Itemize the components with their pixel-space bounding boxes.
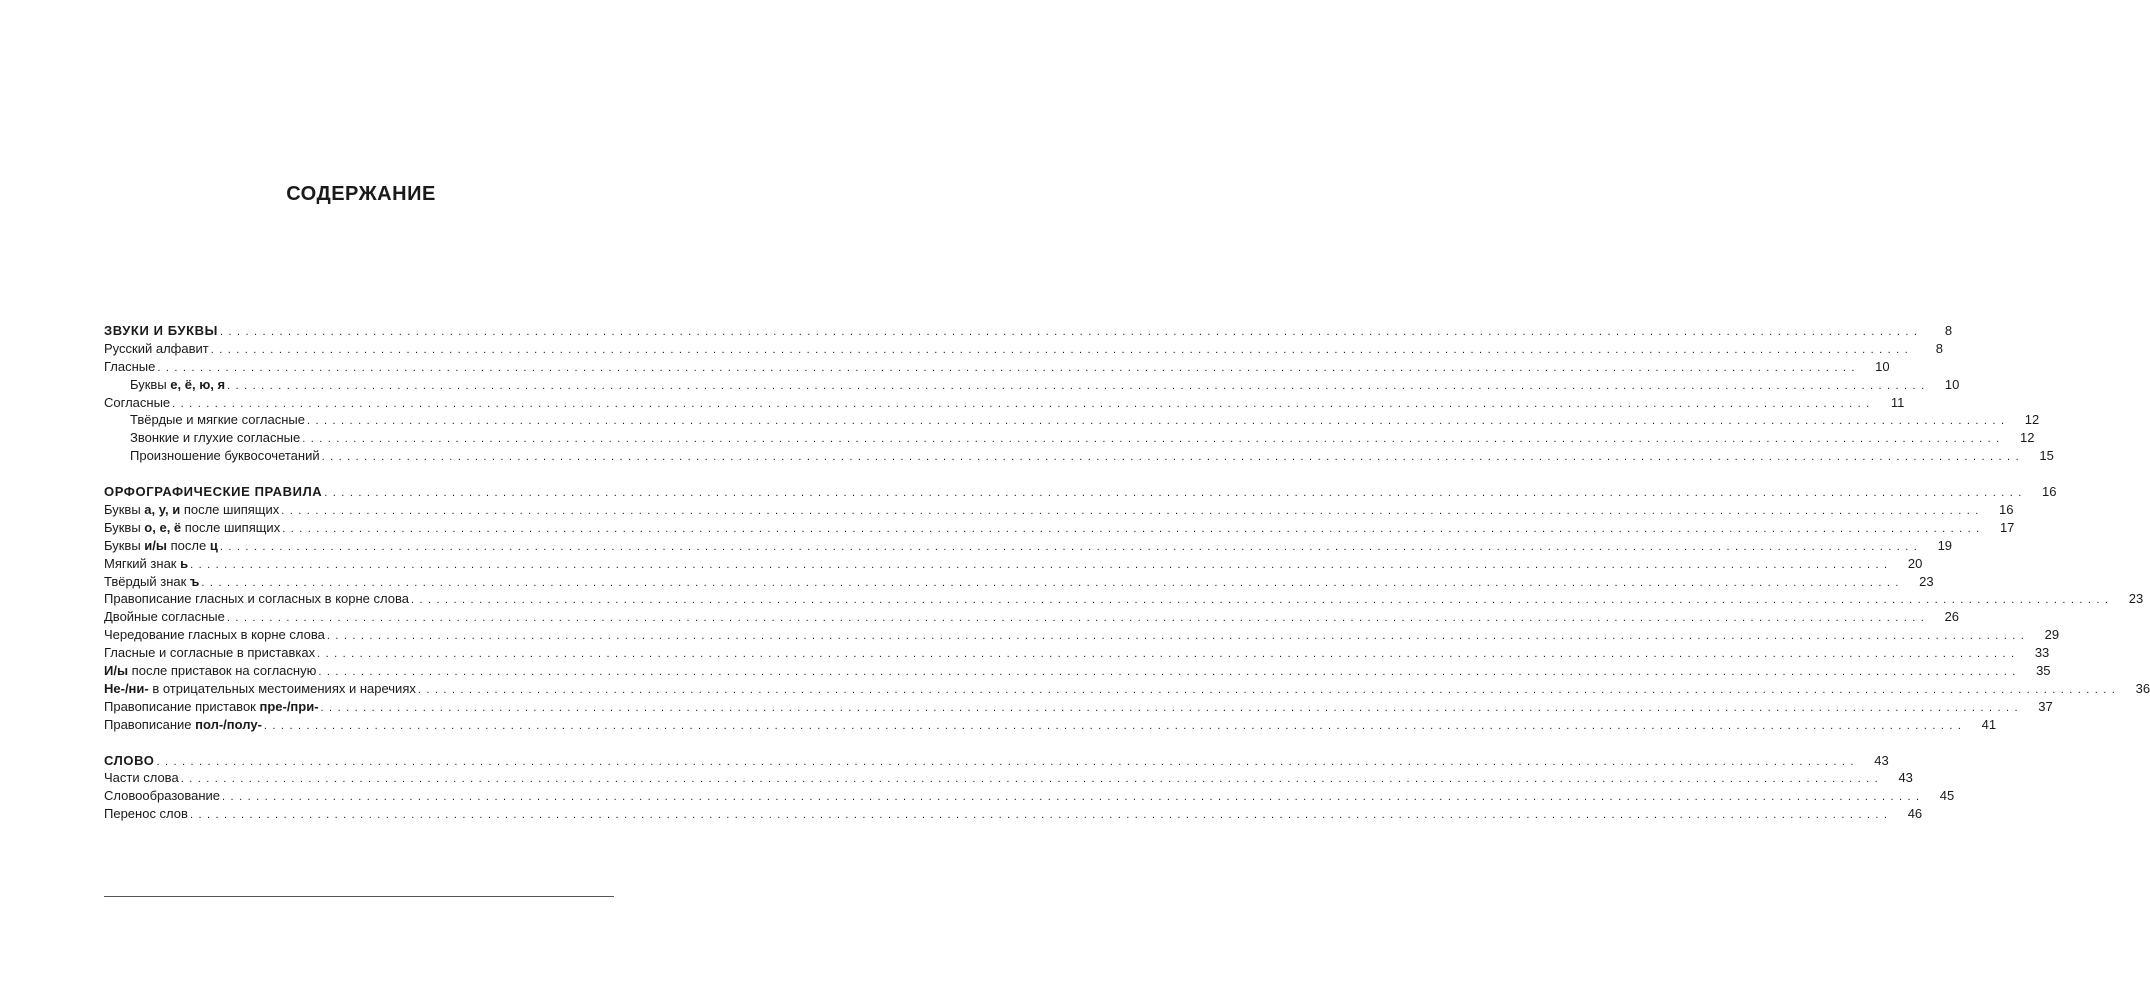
toc-entry-text: Буквы xyxy=(104,537,145,553)
toc-entry-text: Правописание xyxy=(104,716,196,732)
toc-entry-emphasis: е, ё, ю, я xyxy=(170,376,226,392)
toc-page-number: 20 xyxy=(1907,555,1923,571)
toc-entry-text: после приставок на согласную xyxy=(128,663,317,679)
dot-leader: . . . . . . . . . . . . . . . . . . . . . . . . . . . . . . . . . . . . . . . . . . . . . . . . . . . . . . . . . . . . . . . . . . . . . . . . . . . . . . . . . . . . . . . . . . . . . . . . . . . . . . . . . . . . . . . . . . . . . . . . . . . . . . . . . . . . . . . . . . . . . . . . . . . . . . . . . . . . . . . . . . . . . . . . . . . . . . . . . . . . . . . . . . . . . . . . . . . . . . . . xyxy=(172,397,1871,410)
toc-page-number: 19 xyxy=(1937,537,1953,553)
toc-page-number: 10 xyxy=(1944,376,1960,392)
toc-entry[interactable] xyxy=(104,501,2014,519)
toc-page-number: 16 xyxy=(1999,502,2014,518)
toc-entry-text: после шипящих xyxy=(180,502,280,518)
toc-entry-text: Мягкий знак xyxy=(104,555,181,571)
dot-leader: . . . . . . . . . . . . . . . . . . . . . . . . . . . . . . . . . . . . . . . . . . . . . . . . . . . . . . . . . . . . . . . . . . . . . . . . . . . . . . . . . . . . . . . . . . . . . . . . . . . . . . . . . . . . . . . . . . . . . . . . . . . . . . . . . . . . . . . . . . . . . . . . . . . . . . . . . . . . . . . . . . . . . . . . . . . . . . . . . . . . . . . . . . . . . . . . . . . . . . . . xyxy=(417,683,2117,696)
toc-entry-label xyxy=(104,680,418,698)
toc-entry-text: Буквы xyxy=(104,519,145,535)
toc-entry-label xyxy=(104,769,181,787)
toc-entry-text: Буквы xyxy=(130,376,171,392)
toc-page-number: 12 xyxy=(2019,430,2035,446)
toc-entry-emphasis: СЛОВО xyxy=(104,752,155,768)
dot-leader: . . . . . . . . . . . . . . . . . . . . . . . . . . . . . . . . . . . . . . . . . . . . . . . . . . . . . . . . . . . . . . . . . . . . . . . . . . . . . . . . . . . . . . . . . . . . . . . . . . . . . . . . . . . . . . . . . . . . . . . . . . . . . . . . . . . . . . . . . . . . . . . . . . . . . . . . . . . . . . . . . . . . . . . . . . . . . . . . . . . . . . . . . . . . . . . . . . . . . . . . xyxy=(222,791,1921,804)
toc-entry-text: Буквы xyxy=(104,502,145,518)
toc-entry-label xyxy=(104,358,157,376)
dot-leader: . . . . . . . . . . . . . . . . . . . . . . . . . . . . . . . . . . . . . . . . . . . . . . . . . . . . . . . . . . . . . . . . . . . . . . . . . . . . . . . . . . . . . . . . . . . . . . . . . . . . . . . . . . . . . . . . . . . . . . . . . . . . . . . . . . . . . . . . . . . . . . . . . . . . . . . . . . . . . . . . . . . . . . . . . . . . . . . . . . . . . . . . . . . . . . . . . . . . . . . . xyxy=(227,379,1926,392)
toc-entry-label xyxy=(104,805,190,823)
toc-entry-text: после шипящих xyxy=(181,519,281,535)
toc-page-number: 36 xyxy=(2135,680,2150,696)
toc-entry-emphasis: о, е, ё xyxy=(144,519,182,535)
toc-entry-emphasis: ъ xyxy=(189,573,200,589)
toc-page-number: 43 xyxy=(1874,752,1889,768)
dot-leader: . . . . . . . . . . . . . . . . . . . . . . . . . . . . . . . . . . . . . . . . . . . . . . . . . . . . . . . . . . . . . . . . . . . . . . . . . . . . . . . . . . . . . . . . . . . . . . . . . . . . . . . . . . . . . . . . . . . . . . . . . . . . . . . . . . . . . . . . . . . . . . . . . . . . . . . . . . . . . . . . . . . . . . . . . . . . . . . . . . . . . . . . . . . . . . . . . . . . . . . . xyxy=(210,343,1909,356)
toc-page-number: 16 xyxy=(2042,484,2057,500)
toc-entry-label xyxy=(104,573,201,591)
table-of-contents xyxy=(104,322,2150,823)
toc-entry-emphasis: и/ы xyxy=(144,537,168,553)
toc-entry-text: в отрицательных местоимениях и наречиях xyxy=(148,680,416,696)
toc-entry[interactable] xyxy=(104,805,1923,823)
dot-leader: . . . . . . . . . . . . . . . . . . . . . . . . . . . . . . . . . . . . . . . . . . . . . . . . . . . . . . . . . . . . . . . . . . . . . . . . . . . . . . . . . . . . . . . . . . . . . . . . . . . . . . . . . . . . . . . . . . . . . . . . . . . . . . . . . . . . . . . . . . . . . . . . . . . . . . . . . . . . . . . . . . . . . . . . . . . . . . . . . . . . . . . . . . . . . . . . . . . . . . . . xyxy=(263,719,1963,732)
toc-entry-emphasis: пол-/полу- xyxy=(195,716,262,732)
dot-leader: . . . . . . . . . . . . . . . . . . . . . . . . . . . . . . . . . . . . . . . . . . . . . . . . . . . . . . . . . . . . . . . . . . . . . . . . . . . . . . . . . . . . . . . . . . . . . . . . . . . . . . . . . . . . . . . . . . . . . . . . . . . . . . . . . . . . . . . . . . . . . . . . . . . . . . . . . . . . . . . . . . . . . . . . . . . . . . . . . . . . . . . . . . . . . . . . . . . . . . . . xyxy=(281,505,1980,518)
toc-entry-label xyxy=(104,608,227,626)
toc-page-number: 46 xyxy=(1907,806,1923,822)
toc-entry[interactable] xyxy=(104,340,1943,358)
toc-entry-emphasis: ОРФОГРАФИЧЕСКИЕ ПРАВИЛА xyxy=(104,484,323,500)
toc-entry-label xyxy=(104,483,324,501)
toc-entry-label xyxy=(104,411,307,429)
dot-leader: . . . . . . . . . . . . . . . . . . . . . . . . . . . . . . . . . . . . . . . . . . . . . . . . . . . . . . . . . . . . . . . . . . . . . . . . . . . . . . . . . . . . . . . . . . . . . . . . . . . . . . . . . . . . . . . . . . . . . . . . . . . . . . . . . . . . . . . . . . . . . . . . . . . . . . . . . . . . . . . . . . . . . . . . . . . . . . . . . . . . . . . . . . . . . . . . . . . . . . . . xyxy=(156,755,1855,768)
dot-leader: . . . . . . . . . . . . . . . . . . . . . . . . . . . . . . . . . . . . . . . . . . . . . . . . . . . . . . . . . . . . . . . . . . . . . . . . . . . . . . . . . . . . . . . . . . . . . . . . . . . . . . . . . . . . . . . . . . . . . . . . . . . . . . . . . . . . . . . . . . . . . . . . . . . . . . . . . . . . . . . . . . . . . . . . . . . . . . . . . . . . . . . . . . . . . . . . . . . . . . . . xyxy=(320,701,2019,714)
toc-entry-emphasis: а, у, и xyxy=(144,502,181,518)
toc-page-number: 45 xyxy=(1939,788,1955,804)
toc-section-heading[interactable] xyxy=(104,322,1953,340)
toc-entry[interactable] xyxy=(104,555,1923,573)
toc-entry-text: Правописание гласных и согласных в корне слова xyxy=(104,591,409,607)
toc-entry-text: Произношение буквосочетаний xyxy=(130,448,320,464)
dot-leader: . . . . . . . . . . . . . . . . . . . . . . . . . . . . . . . . . . . . . . . . . . . . . . . . . . . . . . . . . . . . . . . . . . . . . . . . . . . . . . . . . . . . . . . . . . . . . . . . . . . . . . . . . . . . . . . . . . . . . . . . . . . . . . . . . . . . . . . . . . . . . . . . . . . . . . . . . . . . . . . . . . . . . . . . . . . . . . . . . . . . . . . . . . . . . . . . . . . . . . . . xyxy=(157,361,1856,374)
toc-entry-text: Звонкие и глухие согласные xyxy=(130,430,301,446)
dot-leader: . . . . . . . . . . . . . . . . . . . . . . . . . . . . . . . . . . . . . . . . . . . . . . . . . . . . . . . . . . . . . . . . . . . . . . . . . . . . . . . . . . . . . . . . . . . . . . . . . . . . . . . . . . . . . . . . . . . . . . . . . . . . . . . . . . . . . . . . . . . . . . . . . . . . . . . . . . . . . . . . . . . . . . . . . . . . . . . . . . . . . . . . . . . . . . . . . . . . . . . . xyxy=(219,540,1919,553)
toc-entry-text: Правописание приставок xyxy=(104,698,260,714)
toc-page-number: 43 xyxy=(1898,770,1913,786)
toc-page-number: 23 xyxy=(2128,591,2144,607)
toc-entry-label xyxy=(104,394,172,412)
toc-entry-text: Чередование гласных в корне слова xyxy=(104,627,325,643)
toc-entry-label xyxy=(104,322,220,340)
dot-leader: . . . . . . . . . . . . . . . . . . . . . . . . . . . . . . . . . . . . . . . . . . . . . . . . . . . . . . . . . . . . . . . . . . . . . . . . . . . . . . . . . . . . . . . . . . . . . . . . . . . . . . . . . . . . . . . . . . . . . . . . . . . . . . . . . . . . . . . . . . . . . . . . . . . . . . . . . . . . . . . . . . . . . . . . . . . . . . . . . . . . . . . . . . . . . . . . . . . . . . . . xyxy=(326,630,2026,643)
toc-entry-text: Перенос слов xyxy=(104,806,188,822)
dot-leader: . . . . . . . . . . . . . . . . . . . . . . . . . . . . . . . . . . . . . . . . . . . . . . . . . . . . . . . . . . . . . . . . . . . . . . . . . . . . . . . . . . . . . . . . . . . . . . . . . . . . . . . . . . . . . . . . . . . . . . . . . . . . . . . . . . . . . . . . . . . . . . . . . . . . . . . . . . . . . . . . . . . . . . . . . . . . . . . . . . . . . . . . . . . . . . . . . . . . . . . . xyxy=(180,773,1879,786)
toc-entry-label xyxy=(104,716,264,734)
toc-entry-text: Согласные xyxy=(104,394,171,410)
dot-leader: . . . . . . . . . . . . . . . . . . . . . . . . . . . . . . . . . . . . . . . . . . . . . . . . . . . . . . . . . . . . . . . . . . . . . . . . . . . . . . . . . . . . . . . . . . . . . . . . . . . . . . . . . . . . . . . . . . . . . . . . . . . . . . . . . . . . . . . . . . . . . . . . . . . . . . . . . . . . . . . . . . . . . . . . . . . . . . . . . . . . . . . . . . . . . . . . . . . . . . . . xyxy=(410,594,2110,607)
toc-entry[interactable] xyxy=(104,662,2051,680)
toc-entry-label xyxy=(104,429,302,447)
toc-entry-text: Русский алфавит xyxy=(104,340,209,356)
toc-section xyxy=(104,752,1955,824)
toc-entry[interactable] xyxy=(104,573,1934,591)
toc-page-number: 10 xyxy=(1875,358,1890,374)
dot-leader: . . . . . . . . . . . . . . . . . . . . . . . . . . . . . . . . . . . . . . . . . . . . . . . . . . . . . . . . . . . . . . . . . . . . . . . . . . . . . . . . . . . . . . . . . . . . . . . . . . . . . . . . . . . . . . . . . . . . . . . . . . . . . . . . . . . . . . . . . . . . . . . . . . . . . . . . . . . . . . . . . . . . . . . . . . . . . . . . . . . . . . . . . . . . . . . . . . . . . . . . xyxy=(190,558,1889,571)
toc-section xyxy=(104,322,2054,465)
toc-page-number: 15 xyxy=(2039,448,2054,464)
toc-section-heading[interactable] xyxy=(104,483,2057,501)
toc-page-number: 37 xyxy=(2038,698,2053,714)
toc-entry[interactable] xyxy=(104,608,1960,626)
dot-leader: . . . . . . . . . . . . . . . . . . . . . . . . . . . . . . . . . . . . . . . . . . . . . . . . . . . . . . . . . . . . . . . . . . . . . . . . . . . . . . . . . . . . . . . . . . . . . . . . . . . . . . . . . . . . . . . . . . . . . . . . . . . . . . . . . . . . . . . . . . . . . . . . . . . . . . . . . . . . . . . . . . . . . . . . . . . . . . . . . . . . . . . . . . . . . . . . . . . . . . . . xyxy=(307,415,2006,428)
dot-leader: . . . . . . . . . . . . . . . . . . . . . . . . . . . . . . . . . . . . . . . . . . . . . . . . . . . . . . . . . . . . . . . . . . . . . . . . . . . . . . . . . . . . . . . . . . . . . . . . . . . . . . . . . . . . . . . . . . . . . . . . . . . . . . . . . . . . . . . . . . . . . . . . . . . . . . . . . . . . . . . . . . . . . . . . . . . . . . . . . . . . . . . . . . . . . . . . . . . . . . . . xyxy=(317,648,2016,661)
toc-entry-text: Твёрдый знак xyxy=(104,573,190,589)
dot-leader: . . . . . . . . . . . . . . . . . . . . . . . . . . . . . . . . . . . . . . . . . . . . . . . . . . . . . . . . . . . . . . . . . . . . . . . . . . . . . . . . . . . . . . . . . . . . . . . . . . . . . . . . . . . . . . . . . . . . . . . . . . . . . . . . . . . . . . . . . . . . . . . . . . . . . . . . . . . . . . . . . . . . . . . . . . . . . . . . . . . . . . . . . . . . . . . . . . . . . . . . xyxy=(318,666,2017,679)
toc-page-number: 35 xyxy=(2036,663,2051,679)
toc-entry-label xyxy=(104,698,321,716)
toc-entry-text: Гласные и согласные в приставках xyxy=(104,645,316,661)
toc-entry[interactable] xyxy=(104,447,2054,465)
toc-page-number: 8 xyxy=(1935,340,1943,356)
toc-entry-emphasis: И/ы xyxy=(104,663,129,679)
toc-entry-emphasis: ЗВУКИ И БУКВЫ xyxy=(104,323,218,338)
toc-entry[interactable] xyxy=(104,590,2144,608)
toc-entry-label xyxy=(104,501,281,519)
dot-leader: . . . . . . . . . . . . . . . . . . . . . . . . . . . . . . . . . . . . . . . . . . . . . . . . . . . . . . . . . . . . . . . . . . . . . . . . . . . . . . . . . . . . . . . . . . . . . . . . . . . . . . . . . . . . . . . . . . . . . . . . . . . . . . . . . . . . . . . . . . . . . . . . . . . . . . . . . . . . . . . . . . . . . . . . . . . . . . . . . . . . . . . . . . . . . . . . . . . . . . . . xyxy=(302,433,2001,446)
toc-entry-text: после xyxy=(167,537,210,553)
toc-entry-label xyxy=(104,447,322,465)
toc-entry[interactable] xyxy=(104,411,2040,429)
toc-page-number: 17 xyxy=(1999,519,2015,535)
toc-entry[interactable] xyxy=(104,519,2015,537)
toc-entry-text: Гласные xyxy=(104,358,156,374)
toc-page-number: 11 xyxy=(1890,394,1905,410)
toc-entry-text: Твёрдые и мягкие согласные xyxy=(130,412,305,428)
dot-leader: . . . . . . . . . . . . . . . . . . . . . . . . . . . . . . . . . . . . . . . . . . . . . . . . . . . . . . . . . . . . . . . . . . . . . . . . . . . . . . . . . . . . . . . . . . . . . . . . . . . . . . . . . . . . . . . . . . . . . . . . . . . . . . . . . . . . . . . . . . . . . . . . . . . . . . . . . . . . . . . . . . . . . . . . . . . . . . . . . . . . . . . . . . . . . . . . . . . . . . . . xyxy=(321,451,2020,464)
toc-page-number: 12 xyxy=(2024,412,2040,428)
toc-entry[interactable] xyxy=(104,537,1953,555)
toc-entry[interactable] xyxy=(104,626,2060,644)
toc-section-heading[interactable] xyxy=(104,752,1889,770)
toc-entry-label xyxy=(104,662,318,680)
toc-entry[interactable] xyxy=(104,376,1960,394)
toc-page-number: 41 xyxy=(1981,716,1997,732)
toc-entry[interactable] xyxy=(104,680,2150,698)
toc-entry-text: Словообразование xyxy=(104,788,221,804)
toc-entry-emphasis: ц xyxy=(209,537,218,553)
toc-entry-label xyxy=(104,590,411,608)
toc-entry-label xyxy=(104,376,227,394)
toc-entry-label xyxy=(104,787,222,805)
dot-leader: . . . . . . . . . . . . . . . . . . . . . . . . . . . . . . . . . . . . . . . . . . . . . . . . . . . . . . . . . . . . . . . . . . . . . . . . . . . . . . . . . . . . . . . . . . . . . . . . . . . . . . . . . . . . . . . . . . . . . . . . . . . . . . . . . . . . . . . . . . . . . . . . . . . . . . . . . . . . . . . . . . . . . . . . . . . . . . . . . . . . . . . . . . . . . . . . . . . . . . . . xyxy=(201,576,1900,589)
toc-entry[interactable] xyxy=(104,429,2035,447)
toc-page-number: 8 xyxy=(1944,323,1953,338)
toc-entry[interactable] xyxy=(104,358,1890,376)
dot-leader: . . . . . . . . . . . . . . . . . . . . . . . . . . . . . . . . . . . . . . . . . . . . . . . . . . . . . . . . . . . . . . . . . . . . . . . . . . . . . . . . . . . . . . . . . . . . . . . . . . . . . . . . . . . . . . . . . . . . . . . . . . . . . . . . . . . . . . . . . . . . . . . . . . . . . . . . . . . . . . . . . . . . . . . . . . . . . . . . . . . . . . . . . . . . . . . . . . . . . . . . xyxy=(324,487,2023,500)
toc-entry-text: Части слова xyxy=(104,770,179,786)
dot-leader: . . . . . . . . . . . . . . . . . . . . . . . . . . . . . . . . . . . . . . . . . . . . . . . . . . . . . . . . . . . . . . . . . . . . . . . . . . . . . . . . . . . . . . . . . . . . . . . . . . . . . . . . . . . . . . . . . . . . . . . . . . . . . . . . . . . . . . . . . . . . . . . . . . . . . . . . . . . . . . . . . . . . . . . . . . . . . . . . . . . . . . . . . . . . . . . . . . . . . . . . xyxy=(226,612,1926,625)
toc-entry[interactable] xyxy=(104,698,2053,716)
dot-leader: . . . . . . . . . . . . . . . . . . . . . . . . . . . . . . . . . . . . . . . . . . . . . . . . . . . . . . . . . . . . . . . . . . . . . . . . . . . . . . . . . . . . . . . . . . . . . . . . . . . . . . . . . . . . . . . . . . . . . . . . . . . . . . . . . . . . . . . . . . . . . . . . . . . . . . . . . . . . . . . . . . . . . . . . . . . . . . . . . . . . . . . . . . . . . . . . . . . . . . . . xyxy=(219,326,1919,338)
toc-entry-emphasis: Не-/ни- xyxy=(104,680,149,696)
bottom-divider xyxy=(104,896,614,897)
toc-entry[interactable] xyxy=(104,787,1955,805)
toc-entry-label xyxy=(104,752,156,770)
toc-entry[interactable] xyxy=(104,716,1997,734)
toc-page-number: 23 xyxy=(1919,573,1934,589)
toc-entry[interactable] xyxy=(104,644,2050,662)
toc-entry-label xyxy=(104,555,190,573)
toc-entry[interactable] xyxy=(104,769,1913,787)
toc-entry-label xyxy=(104,644,317,662)
toc-entry-label xyxy=(104,519,282,537)
dot-leader: . . . . . . . . . . . . . . . . . . . . . . . . . . . . . . . . . . . . . . . . . . . . . . . . . . . . . . . . . . . . . . . . . . . . . . . . . . . . . . . . . . . . . . . . . . . . . . . . . . . . . . . . . . . . . . . . . . . . . . . . . . . . . . . . . . . . . . . . . . . . . . . . . . . . . . . . . . . . . . . . . . . . . . . . . . . . . . . . . . . . . . . . . . . . . . . . . . . . . . . . xyxy=(189,809,1889,822)
toc-page-number: 26 xyxy=(1944,609,1960,625)
toc-section xyxy=(104,483,2150,733)
toc-entry-label xyxy=(104,537,220,555)
toc-entry-label xyxy=(104,626,327,644)
toc-entry-text: Двойные согласные xyxy=(104,609,225,625)
toc-page-number: 33 xyxy=(2034,645,2050,661)
toc-entry-emphasis: ь xyxy=(180,555,189,571)
toc-entry[interactable] xyxy=(104,394,1905,412)
toc-entry-label xyxy=(104,340,211,358)
toc-entry-emphasis: пре-/при- xyxy=(259,698,319,714)
toc-page-number: 29 xyxy=(2044,627,2060,643)
page-title: СОДЕРЖАНИЕ xyxy=(286,183,436,205)
dot-leader: . . . . . . . . . . . . . . . . . . . . . . . . . . . . . . . . . . . . . . . . . . . . . . . . . . . . . . . . . . . . . . . . . . . . . . . . . . . . . . . . . . . . . . . . . . . . . . . . . . . . . . . . . . . . . . . . . . . . . . . . . . . . . . . . . . . . . . . . . . . . . . . . . . . . . . . . . . . . . . . . . . . . . . . . . . . . . . . . . . . . . . . . . . . . . . . . . . . . . . . . xyxy=(282,522,1981,535)
